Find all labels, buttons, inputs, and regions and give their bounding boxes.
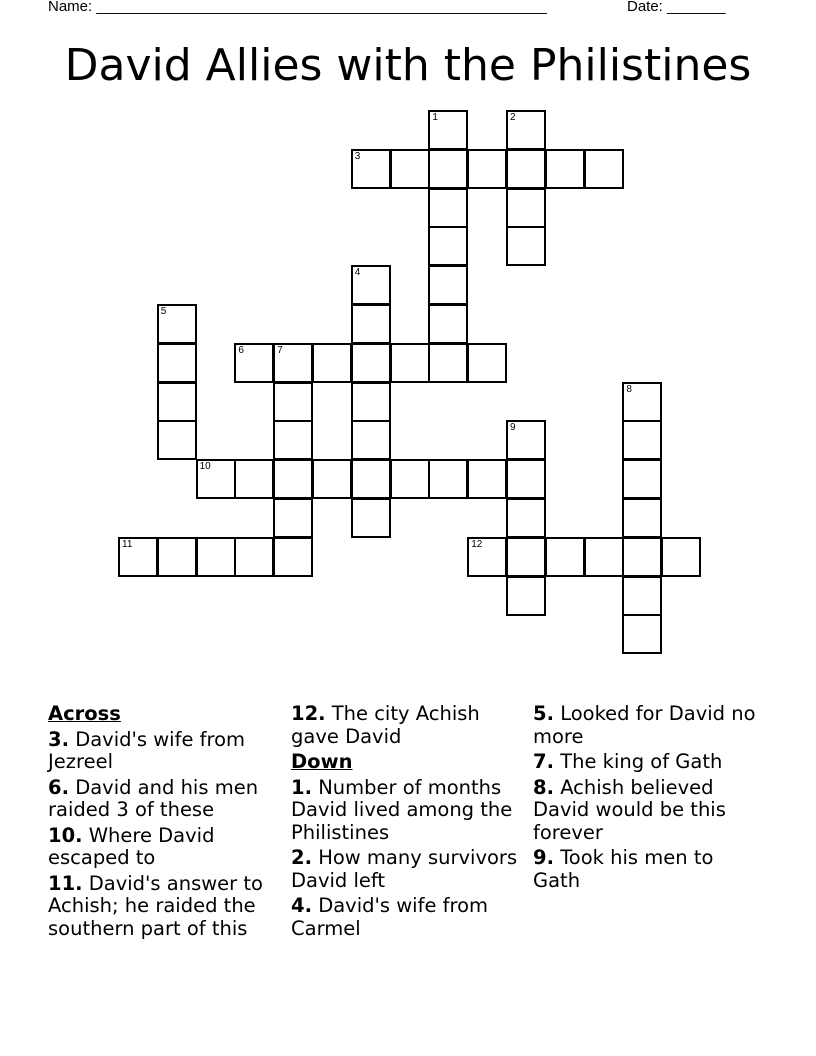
clue-number: 5. — [533, 702, 554, 725]
cell-number: 5 — [160, 306, 167, 317]
grid-cell[interactable] — [467, 537, 507, 577]
grid-cell[interactable] — [506, 537, 546, 577]
clue-text: David's wife from Jezreel — [48, 727, 246, 773]
clue-number: 8. — [533, 775, 554, 799]
grid-cell[interactable] — [584, 149, 624, 189]
grid-cell[interactable] — [467, 343, 507, 383]
across-clue-3 — [48, 729, 280, 774]
grid-cell[interactable] — [157, 420, 197, 460]
grid-cell[interactable] — [351, 343, 391, 383]
grid-cell[interactable] — [622, 614, 662, 654]
clue-text: Number of months David lived among the Philistines — [291, 775, 513, 844]
grid-cell[interactable] — [390, 149, 430, 189]
grid-cell[interactable] — [506, 420, 546, 460]
clues-column-1 — [48, 703, 280, 943]
clue-text: Achish believed David would be this forever — [533, 775, 726, 844]
grid-cell[interactable] — [506, 576, 546, 616]
grid-cell[interactable] — [157, 304, 197, 344]
grid-cell[interactable] — [467, 149, 507, 189]
across-clue-10 — [48, 825, 280, 870]
cell-number: 8 — [626, 383, 632, 395]
clue-text: The city Achish gave David — [291, 702, 480, 748]
grid-cell[interactable] — [390, 459, 430, 499]
grid-cell[interactable] — [428, 226, 468, 266]
grid-cell[interactable] — [622, 537, 662, 577]
across-heading: Across — [48, 702, 121, 725]
grid-cell[interactable] — [506, 498, 546, 538]
grid-cell[interactable] — [351, 382, 391, 422]
grid-cell[interactable] — [196, 537, 236, 577]
grid-cell[interactable] — [273, 498, 313, 538]
clue-number: 11. — [48, 871, 83, 895]
grid-cell[interactable] — [157, 343, 197, 383]
down-clue-9 — [533, 847, 765, 892]
grid-cell[interactable] — [622, 382, 662, 422]
clue-number: 2. — [291, 846, 312, 869]
cell-number: 12 — [471, 538, 483, 550]
grid-cell[interactable] — [157, 537, 197, 577]
grid-cell[interactable] — [196, 459, 236, 499]
name-field: Name: ______________________________________________________ — [48, 0, 547, 15]
grid-cell[interactable] — [273, 420, 313, 460]
down-clue-7 — [533, 751, 765, 774]
cell-number: 11 — [122, 538, 133, 550]
across-clue-6 — [48, 777, 280, 822]
grid-cell[interactable] — [390, 343, 430, 383]
clue-text: David and his men raided 3 of these — [48, 775, 259, 821]
grid-cell[interactable] — [234, 459, 274, 499]
page-title: David Allies with the Philistines — [64, 40, 752, 91]
grid-cell[interactable] — [351, 265, 391, 305]
grid-cell[interactable] — [273, 537, 313, 577]
grid-cell[interactable] — [428, 265, 468, 305]
grid-cell[interactable] — [506, 226, 546, 266]
grid-cell[interactable] — [467, 459, 507, 499]
clue-number: 3. — [48, 727, 69, 751]
grid-cell[interactable] — [351, 498, 391, 538]
clue-number: 6. — [48, 775, 69, 799]
clue-text: Took his men to Gath — [533, 846, 714, 892]
grid-cell[interactable] — [428, 110, 468, 150]
cell-number: 6 — [238, 344, 244, 356]
grid-cell[interactable] — [622, 498, 662, 538]
cell-number: 4 — [354, 267, 361, 279]
grid-cell[interactable] — [351, 459, 391, 499]
grid-cell[interactable] — [273, 459, 313, 499]
grid-cell[interactable] — [428, 188, 468, 228]
grid-cell[interactable] — [428, 304, 468, 344]
grid-cell[interactable] — [622, 459, 662, 499]
date-field: Date: _______ — [627, 0, 726, 15]
grid-cell[interactable] — [312, 459, 352, 499]
clue-text: David's answer to Achish; he raided the southern part of this — [48, 871, 263, 940]
grid-cell[interactable] — [506, 149, 546, 189]
grid-cell[interactable] — [506, 459, 546, 499]
clues-column-3 — [533, 703, 765, 895]
clue-number: 1. — [291, 775, 312, 799]
grid-cell[interactable] — [312, 343, 352, 383]
clue-number: 4. — [291, 894, 312, 917]
grid-cell[interactable] — [584, 537, 624, 577]
clue-text: Looked for David no more — [533, 702, 756, 748]
cell-number: 10 — [199, 461, 211, 473]
cell-number: 9 — [510, 422, 516, 434]
down-clue-4 — [291, 895, 523, 940]
down-heading: Down — [291, 750, 353, 773]
clues-column-2 — [291, 703, 523, 943]
across-clue-12 — [291, 703, 523, 748]
clue-number: 12. — [291, 702, 326, 725]
clue-number: 9. — [533, 846, 554, 869]
clue-text: David's wife from Carmel — [291, 894, 489, 940]
grid-cell[interactable] — [351, 304, 391, 344]
down-clue-8 — [533, 777, 765, 845]
clue-text: Where David escaped to — [48, 823, 215, 869]
grid-cell[interactable] — [273, 343, 313, 383]
grid-cell[interactable] — [157, 382, 197, 422]
clue-number: 7. — [533, 750, 554, 773]
grid-cell[interactable] — [273, 382, 313, 422]
grid-cell[interactable] — [545, 149, 585, 189]
cell-number: 3 — [354, 150, 361, 162]
grid-cell[interactable] — [428, 343, 468, 383]
grid-cell[interactable] — [622, 420, 662, 460]
cell-number: 1 — [432, 112, 438, 123]
down-clue-2 — [291, 847, 523, 892]
grid-cell[interactable] — [351, 420, 391, 460]
clue-text: How many survivors David left — [291, 846, 518, 892]
cell-number: 7 — [277, 344, 283, 356]
grid-cell[interactable] — [118, 537, 158, 577]
grid-cell[interactable] — [661, 537, 701, 577]
clue-text: The king of Gath — [560, 750, 723, 773]
grid-cell[interactable] — [428, 149, 468, 189]
cell-number: 2 — [510, 112, 516, 123]
down-clue-1 — [291, 777, 523, 845]
grid-cell[interactable] — [506, 110, 546, 150]
grid-cell[interactable] — [234, 343, 274, 383]
grid-cell[interactable] — [622, 576, 662, 616]
grid-cell[interactable] — [545, 537, 585, 577]
grid-cell[interactable] — [234, 537, 274, 577]
grid-cell[interactable] — [428, 459, 468, 499]
grid-cell[interactable] — [351, 149, 391, 189]
clue-number: 10. — [48, 823, 83, 847]
down-clue-5 — [533, 703, 765, 748]
across-clue-11 — [48, 873, 280, 941]
grid-cell[interactable] — [506, 188, 546, 228]
